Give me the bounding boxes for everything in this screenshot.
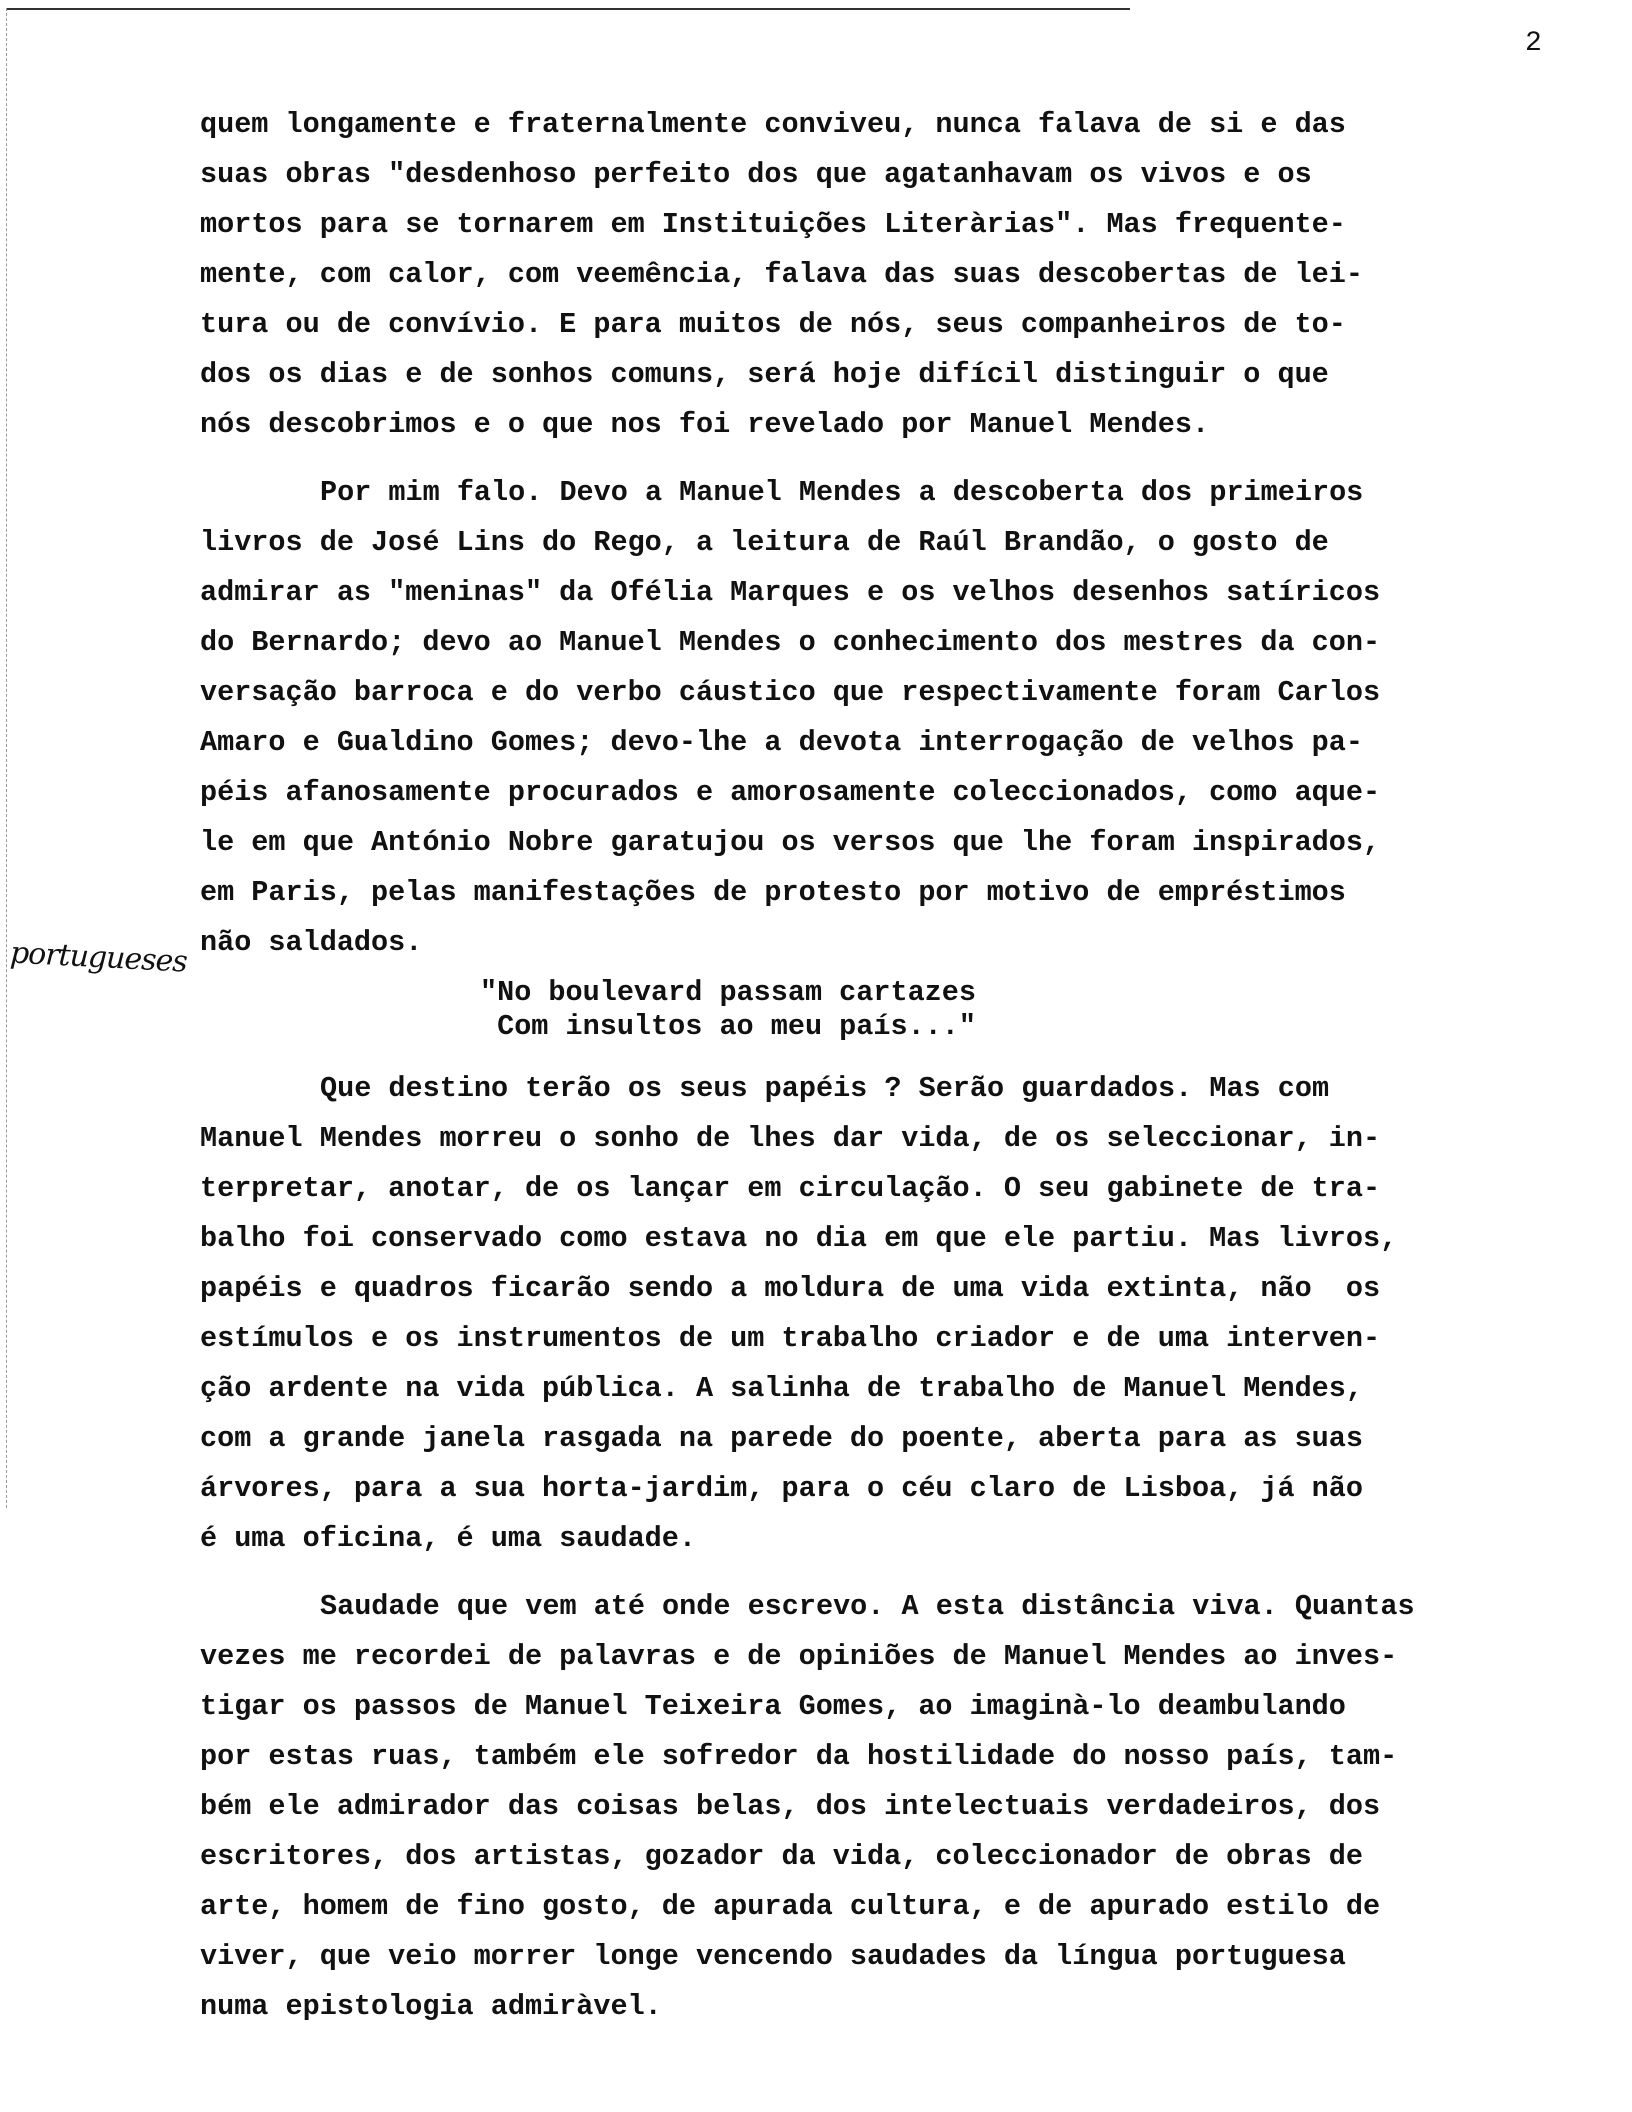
text-line: tura ou de convívio. E para muitos de nós, seus companheiros de to- (200, 308, 1346, 341)
text-line: balho foi conservado como estava no dia em que ele partiu. Mas livros, (200, 1222, 1398, 1255)
text-line: com a grande janela rasgada na parede do poente, aberta para as suas (200, 1422, 1363, 1455)
page-number: 2 (1525, 28, 1542, 59)
paragraph-gap (200, 450, 1580, 468)
quote-line: "No boulevard passam cartazes (480, 976, 976, 1009)
text-line: do Bernardo; devo ao Manuel Mendes o conhecimento dos mestres da con- (200, 626, 1381, 659)
text-line: Que destino terão os seus papéis ? Serão guardados. Mas com (320, 1072, 1330, 1105)
paragraph-2 (200, 468, 1580, 968)
text-line: versação barroca e do verbo cáustico que respectivamente foram Carlos (200, 676, 1381, 709)
text-line: péis afanosamente procurados e amorosamente coleccionados, como aque- (200, 776, 1381, 809)
text-line: arte, homem de fino gosto, de apurada cultura, e de apurado estilo de (200, 1890, 1381, 1923)
verse-quote (200, 968, 1580, 1064)
text-line: mortos para se tornarem em Instituições Literàrias". Mas frequente- (200, 208, 1346, 241)
text-line: numa epistologia admiràvel. (200, 1990, 662, 2023)
text-line: le em que António Nobre garatujou os versos que lhe foram inspirados, (200, 826, 1381, 859)
text-line: Manuel Mendes morreu o sonho de lhes dar vida, de os seleccionar, in- (200, 1122, 1381, 1155)
text-line: tigar os passos de Manuel Teixeira Gomes, ao imaginà-lo deambulando (200, 1690, 1346, 1723)
text-line: por estas ruas, também ele sofredor da hostilidade do nosso país, tam- (200, 1740, 1398, 1773)
text-line: Saudade que vem até onde escrevo. A esta distância viva. Quantas (320, 1590, 1415, 1623)
paragraph-gap (200, 1564, 1580, 1582)
handwritten-margin-note: portugueses (9, 935, 188, 980)
text-line: escritores, dos artistas, gozador da vida, coleccionador de obras de (200, 1840, 1363, 1873)
text-line: em Paris, pelas manifestações de protesto por motivo de empréstimos (200, 876, 1346, 909)
text-line: não saldados. (200, 926, 423, 959)
top-border-line (6, 8, 1130, 10)
text-line: árvores, para a sua horta-jardim, para o céu claro de Lisboa, já não (200, 1472, 1363, 1505)
text-line: nós descobrimos e o que nos foi revelado por Manuel Mendes. (200, 408, 1210, 441)
text-line: admirar as "meninas" da Ofélia Marques e os velhos desenhos satíricos (200, 576, 1381, 609)
text-line: bém ele admirador das coisas belas, dos intelectuais verdadeiros, dos (200, 1790, 1381, 1823)
text-line: papéis e quadros ficarão sendo a moldura de uma vida extinta, não os (200, 1272, 1381, 1305)
text-line: terpretar, anotar, de os lançar em circulação. O seu gabinete de tra- (200, 1172, 1381, 1205)
quote-line: Com insultos ao meu país..." (480, 1010, 976, 1043)
text-line: estímulos e os instrumentos de um trabalho criador e de uma interven- (200, 1322, 1381, 1355)
body-text (200, 100, 1580, 2032)
text-line: é uma oficina, é uma saudade. (200, 1522, 696, 1555)
text-line: suas obras "desdenhoso perfeito dos que agatanhavam os vivos e os (200, 158, 1312, 191)
text-line: Amaro e Gualdino Gomes; devo-lhe a devota interrogação de velhos pa- (200, 726, 1363, 759)
text-line: mente, com calor, com veemência, falava das suas descobertas de lei- (200, 258, 1363, 291)
text-line: dos os dias e de sonhos comuns, será hoje difícil distinguir o que (200, 358, 1329, 391)
text-line: Por mim falo. Devo a Manuel Mendes a descoberta dos primeiros (320, 476, 1364, 509)
text-line: ção ardente na vida pública. A salinha de trabalho de Manuel Mendes, (200, 1372, 1363, 1405)
paragraph-4 (200, 1582, 1580, 2032)
paragraph-1 (200, 100, 1580, 450)
text-line: quem longamente e fraternalmente conviveu, nunca falava de si e das (200, 108, 1346, 141)
paragraph-3 (200, 1064, 1580, 1564)
left-border-line (6, 8, 7, 1508)
text-line: viver, que veio morrer longe vencendo saudades da língua portuguesa (200, 1940, 1346, 1973)
text-line: livros de José Lins do Rego, a leitura de Raúl Brandão, o gosto de (200, 526, 1329, 559)
text-line: vezes me recordei de palavras e de opiniões de Manuel Mendes ao inves- (200, 1640, 1398, 1673)
